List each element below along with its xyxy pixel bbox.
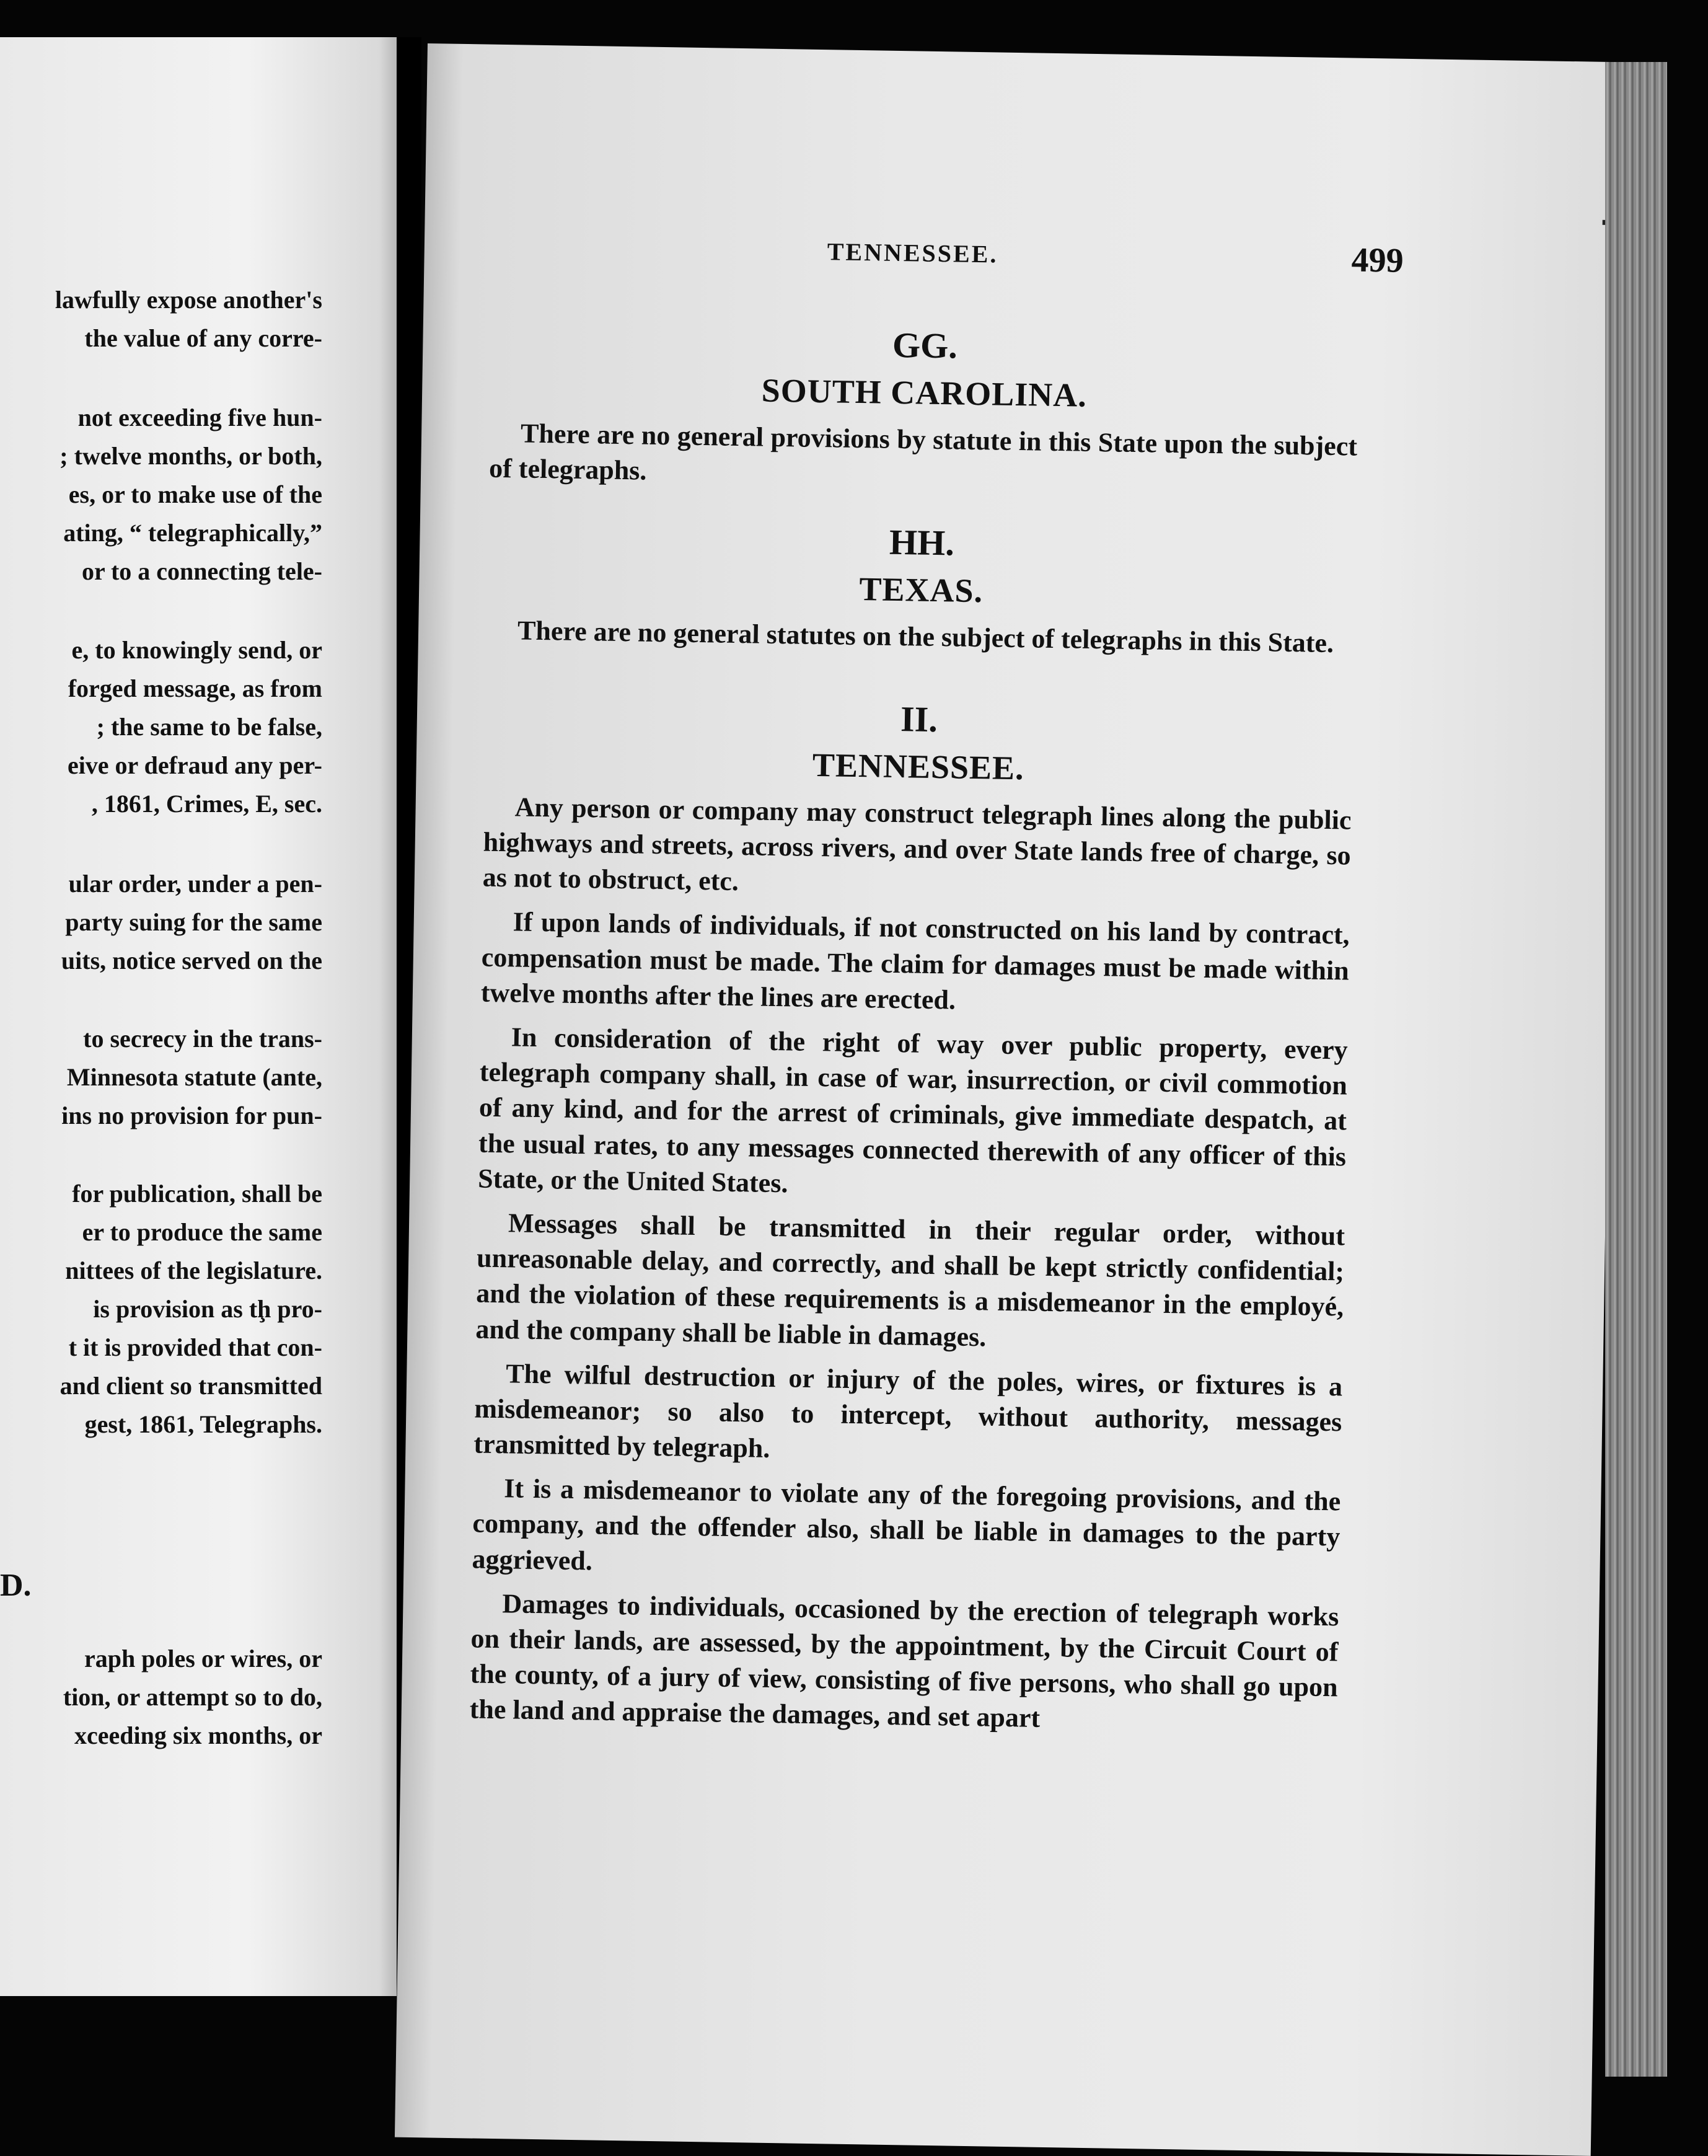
left-line: gest, 1861, Telegraphs. [84, 1410, 322, 1438]
paragraph: Damages to individuals, occasioned by the erection of telegraph works on their lands, are assessed, by the appointment, by the Circuit Court of the county, of a jury of view, consisting of five persons, who shall go upon the land and appraise the damages, and set apart [469, 1588, 1339, 1734]
running-title: TENNESSEE. [827, 237, 998, 268]
left-line: not exceeding five hun- [77, 404, 322, 431]
left-line: forged message, as from [68, 674, 322, 702]
page-number: 499 [1351, 241, 1404, 280]
left-line: ins no provision for pun- [61, 1102, 322, 1129]
left-line: ; twelve months, or both, [59, 442, 322, 470]
left-page [0, 37, 412, 1996]
running-head [492, 231, 1404, 288]
left-line: D. [0, 1568, 32, 1603]
left-line: ular order, under a pen- [68, 870, 322, 898]
left-line: ; the same to be false, [96, 713, 322, 741]
section-state: TEXAS. [859, 570, 984, 609]
left-line: or to a connecting tele- [81, 557, 322, 585]
paragraph: If upon lands of individuals, if not constructed on his land by contract, compensation must be made. The claim for damages must be made within twelve months after the lines are erected. [480, 906, 1350, 1015]
left-line: is provision as tḩ pro- [93, 1295, 322, 1323]
section-texas [486, 515, 1356, 661]
paragraph: Any person or company may construct telegraph lines along the public highways and streets, across rivers, and over State lands free of charge, so as not to obstruct, etc. [482, 792, 1352, 897]
left-line: for publication, shall be [72, 1180, 322, 1208]
left-line: raph poles or wires, or [84, 1645, 322, 1672]
left-line: tion, or attempt so to do, [63, 1683, 322, 1711]
left-line: Minnesota statute (ante, [66, 1063, 322, 1091]
left-line: the value of any corre- [84, 324, 322, 352]
left-line: xceeding six months, or [74, 1721, 322, 1749]
paragraph: In consideration of the right of way over public property, every telegraph company shall, in case of war, insurrection, or civil commotion of any kind, and for the arrest of criminals, give immediate despatch, at the usual rates, to any messages connected therewith of any officer of this State, or the United States. [477, 1022, 1349, 1199]
left-line: e, to knowingly send, or [71, 636, 322, 664]
section-state: TENNESSEE. [812, 746, 1025, 787]
right-page [395, 43, 1624, 2156]
paragraph: There are no general statutes on the subject of telegraphs in this State. [517, 615, 1334, 659]
page-content [469, 231, 1404, 1749]
left-line: er to produce the same [82, 1218, 322, 1246]
left-line: lawfully expose another's [55, 286, 322, 314]
section-state: SOUTH CAROLINA. [761, 371, 1088, 414]
left-line: party suing for the same [65, 908, 322, 936]
left-line: eive or defraud any per- [67, 751, 322, 779]
left-line: ating, “ telegraphically,” [63, 519, 322, 547]
left-line: nittees of the legislature. [65, 1257, 322, 1284]
section-letter: II. [900, 699, 938, 740]
paragraph: It is a misdemeanor to violate any of the foregoing provisions, and the company, and the offender also, shall be liable in damages to the party aggrieved. [472, 1473, 1341, 1576]
left-line: and client so transmitted [59, 1372, 322, 1400]
left-line: uits, notice served on the [61, 947, 322, 974]
section-letter: GG. [892, 324, 958, 366]
section-tennessee [469, 691, 1353, 1741]
paragraph: There are no general provisions by statute in this State upon the subject of telegraphs. [488, 418, 1358, 486]
left-line: to secrecy in the trans- [83, 1025, 322, 1053]
paragraph: The wilful destruction or injury of the poles, wires, or fixtures is a misdemeanor; so also to intercept, without authority, messages transmitted by telegraph. [473, 1358, 1343, 1464]
section-letter: HH. [889, 521, 955, 563]
left-line: t it is provided that con- [68, 1333, 322, 1361]
page-stack-edge [1605, 62, 1667, 2077]
left-line: , 1861, Crimes, E, sec. [91, 790, 322, 818]
section-south-carolina [489, 317, 1359, 500]
paragraph: Messages shall be transmitted in their regular order, without unreasonable delay, and correctly, and shall be kept strictly confidential; and the violation of these requirements is a misdemeanor in the employé, and the company shall be liable in damages. [475, 1208, 1345, 1352]
left-line: es, or to make use of the [68, 480, 322, 508]
